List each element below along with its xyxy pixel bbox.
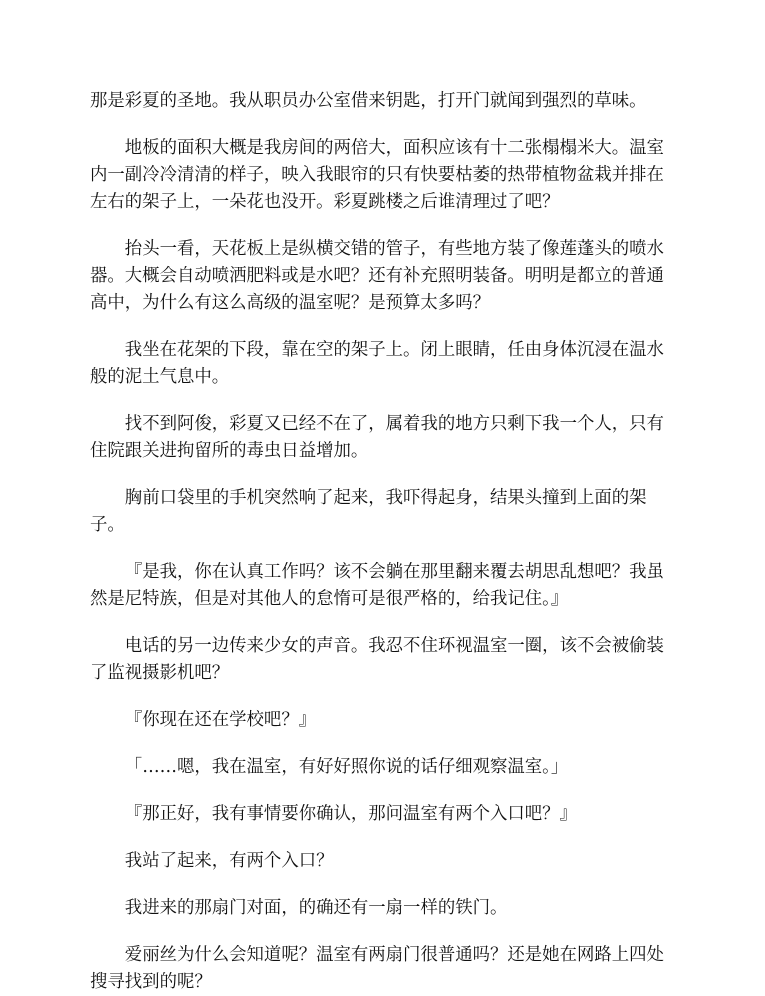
paragraph-5: 找不到阿俊，彩夏又已经不在了，属着我的地方只剩下我一个人，只有住院跟关进拘留所的毒虫日益增加。 (90, 414, 664, 461)
paragraph-7: 『是我，你在认真工作吗？该不会躺在那里翻来覆去胡思乱想吧？我虽然是尼特族，但是对其他人的怠惰可是很严格的，给我记住。』 (90, 562, 664, 609)
paragraph-14: 爱丽丝为什么会知道呢？温室有两扇门很普通吗？还是她在网路上四处搜寻找到的呢？ (90, 945, 664, 992)
paragraph-12: 我站了起来，有两个入口？ (124, 851, 334, 871)
paragraph-4: 我坐在花架的下段，靠在空的架子上。闭上眼睛，任由身体沉浸在温水般的泥土气息中。 (90, 340, 664, 387)
paragraph-1: 那是彩夏的圣地。我从职员办公室借来钥匙，打开门就闻到强烈的草味。 (90, 91, 647, 111)
paragraph-13: 我进来的那扇门对面，的确还有一扇一样的铁门。 (124, 898, 508, 918)
paragraph-6: 胸前口袋里的手机突然响了起来，我吓得起身，结果头撞到上面的架子。 (90, 488, 647, 535)
paragraph-2: 地板的面积大概是我房间的两倍大，面积应该有十二张榻榻米大。温室内一副冷冷清清的样子，映入我眼帘的只有快要枯萎的热带植物盆栽并排在左右的架子上，一朵花也没开。彩夏跳楼之后谁清理过了吧？ (90, 138, 664, 212)
paragraph-8: 电话的另一边传来少女的声音。我忍不住环视温室一圈，该不会被偷装了监视摄影机吧？ (90, 636, 664, 683)
paragraph-10: 「……嗯，我在温室，有好好照你说的话仔细观察温室。」 (124, 757, 569, 777)
paragraph-11: 『那正好，我有事情要你确认，那问温室有两个入口吧？』 (124, 804, 577, 824)
paragraph-3: 抬头一看，天花板上是纵横交错的管子，有些地方装了像莲蓬头的喷水器。大概会自动喷洒肥料或是水吧？还有补充照明装备。明明是都立的普通高中，为什么有这么高级的温室呢？是预算太多吗？ (90, 239, 664, 313)
paragraph-9: 『你现在还在学校吧？』 (124, 710, 317, 730)
